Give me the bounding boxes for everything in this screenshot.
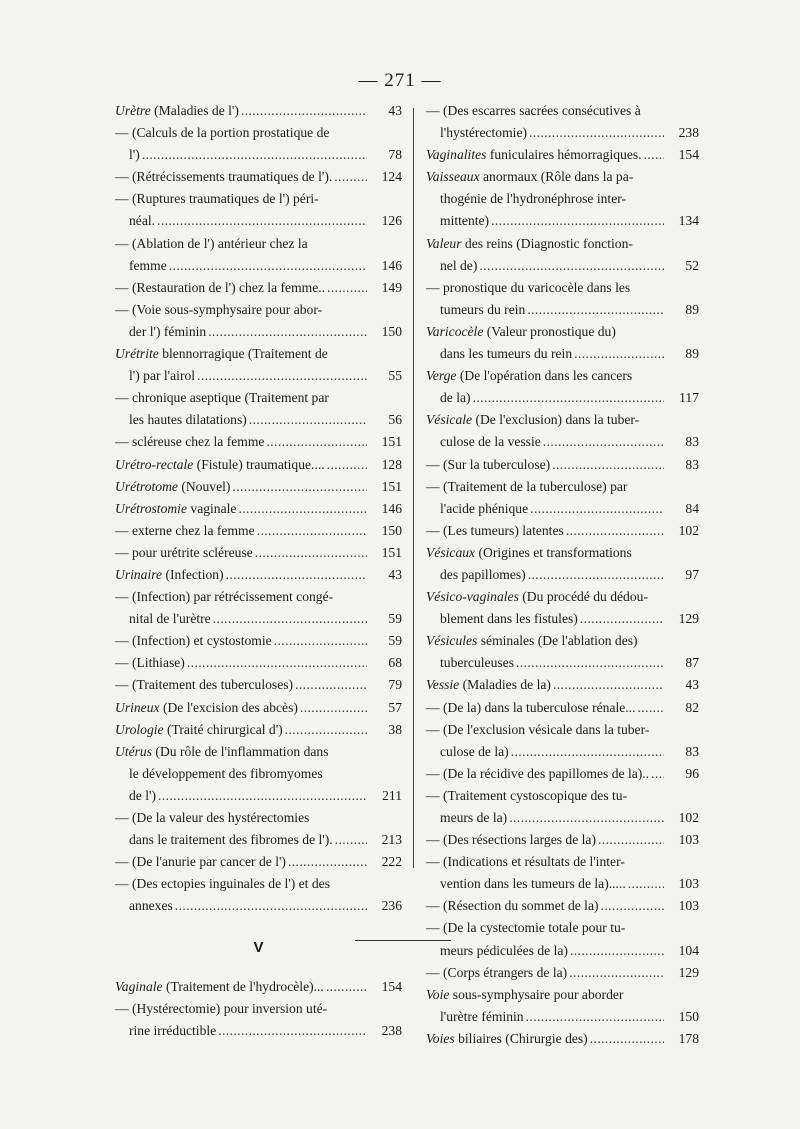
page-reference: 57 (388, 699, 402, 715)
index-headword: Varicocèle (426, 323, 484, 339)
index-entry-text: — (Des escarres sacrées consécutives à (426, 103, 641, 118)
page-reference: 104 (678, 942, 699, 958)
dot-leader (226, 564, 367, 586)
page-reference: 89 (685, 301, 699, 317)
index-entry (115, 586, 402, 630)
dot-leader (300, 697, 367, 719)
page-reference: 82 (685, 699, 699, 715)
page-reference: 150 (381, 522, 402, 538)
index-entry-text: — (Les tumeurs) latentes (426, 522, 564, 538)
dot-leader (574, 343, 664, 365)
index-entry-text: de l') (129, 787, 156, 803)
index-entry-text: — pour urétrite scléreuse (115, 544, 253, 560)
index-entry (426, 277, 699, 321)
dot-leader (552, 454, 664, 476)
index-entry (115, 697, 402, 719)
page-reference: 238 (678, 125, 699, 141)
index-entry (426, 321, 699, 365)
index-entry (426, 697, 699, 719)
index-headword: Voie (426, 986, 450, 1002)
dot-leader (326, 976, 367, 998)
index-entry (115, 719, 402, 741)
index-entry-text: nel de) (440, 257, 478, 273)
dot-leader (288, 851, 367, 873)
dot-leader (590, 1028, 664, 1050)
index-column-left (115, 100, 402, 1042)
index-entry (426, 829, 699, 851)
dot-leader (530, 498, 664, 520)
index-headword: Urètre (115, 103, 151, 118)
page-reference: 87 (685, 655, 699, 671)
index-entry-text: — (Rétrécissements traumatiques de l'). (115, 169, 333, 185)
index-entry-text: — (De la valeur des hystérectomies (115, 810, 310, 825)
index-headword: Urétro-rectale (115, 456, 194, 472)
page-reference: 83 (685, 743, 699, 759)
index-headword: Urologie (115, 721, 164, 737)
dot-leader (295, 674, 367, 696)
dot-leader (543, 431, 664, 453)
column-divider (413, 108, 414, 868)
index-entry-text: culose de la) (440, 743, 509, 759)
index-entry-text: mittente) (440, 213, 490, 229)
index-entry-text: — externe chez la femme (115, 522, 255, 538)
index-entry-text: meurs de la) (440, 810, 508, 825)
index-entry (115, 873, 402, 917)
page-reference: 211 (382, 787, 402, 803)
index-entry-text: — (Infection) et cystostomie (115, 633, 272, 649)
index-entry-text: blennorragique (Traitement de (158, 346, 328, 362)
index-entry-text: — (De l'exclusion vésicale dans la tuber- (426, 721, 650, 737)
index-entry (115, 343, 402, 387)
index-entry (115, 630, 402, 652)
page-reference: 38 (388, 721, 402, 737)
index-entry-text: les hautes dilatations) (129, 412, 247, 428)
index-entry (115, 454, 402, 476)
index-entry (115, 233, 402, 277)
index-entry (426, 233, 699, 277)
index-entry (115, 564, 402, 586)
index-entry-text: meurs pédiculées de la) (440, 942, 568, 958)
index-entry-text: vaginale (187, 500, 237, 516)
index-entry-text: tuberculeuses (440, 655, 514, 671)
index-entry (426, 1028, 699, 1050)
index-headword: Vésicaux (426, 544, 476, 560)
page-number: — 271 — (358, 70, 442, 91)
index-headword: Utérus (115, 743, 153, 759)
dot-leader (553, 674, 664, 696)
page-reference: 96 (685, 765, 699, 781)
index-entry-text: l') par l'airol (129, 368, 196, 384)
index-headword: Urétrostomie (115, 500, 187, 516)
index-entry-text: — (Indications et résultats de l'inter- (426, 854, 625, 870)
page-reference: 43 (685, 677, 699, 693)
page-reference: 124 (381, 169, 402, 185)
index-entry (115, 520, 402, 542)
index-column-right (426, 100, 699, 1050)
index-entry-text: anormaux (Rôle dans la pa- (479, 169, 634, 185)
page-reference: 222 (381, 854, 402, 870)
dot-leader (527, 299, 664, 321)
index-entry-text: der l') féminin (129, 323, 207, 339)
index-entry (115, 542, 402, 564)
page-reference: 83 (685, 456, 699, 472)
dot-leader (628, 873, 664, 895)
dot-leader (529, 122, 664, 144)
index-headword: Vésicale (426, 412, 473, 428)
bottom-rule (355, 940, 451, 941)
index-entry-text: — (Ablation de l') antérieur chez la (115, 235, 308, 251)
page-reference: 103 (678, 876, 699, 892)
page-reference: 103 (678, 832, 699, 848)
page-reference: 52 (685, 257, 699, 273)
page-reference: 150 (678, 1008, 699, 1024)
page-reference: 103 (678, 898, 699, 914)
dot-leader (327, 454, 367, 476)
dot-leader (274, 630, 367, 652)
index-entry-text: — (Traitement cystoscopique des tu- (426, 787, 628, 803)
dot-leader (197, 365, 367, 387)
dot-leader (509, 807, 664, 829)
page-reference: 102 (678, 810, 699, 825)
page-reference: 117 (679, 390, 699, 406)
index-headword: Voies (426, 1030, 455, 1046)
index-entry-text: culose de la vessie (440, 434, 541, 450)
page-reference: 151 (381, 478, 402, 494)
dot-leader (157, 210, 367, 232)
index-entry-text: femme (129, 257, 167, 273)
index-headword: Urineux (115, 699, 160, 715)
index-list-v-continued (426, 100, 699, 1050)
index-entry (115, 277, 402, 299)
index-entry-text: — (Traitement des tuberculoses) (115, 677, 294, 693)
index-entry-text: le développement des fibromyomes (129, 765, 323, 781)
dot-leader (257, 520, 367, 542)
dot-leader (479, 255, 664, 277)
index-entry-text: — scléreuse chez la femme (115, 434, 265, 450)
index-headword: Urinaire (115, 566, 163, 582)
index-entry (115, 299, 402, 343)
page-reference: 129 (678, 964, 699, 980)
dot-leader (516, 652, 664, 674)
index-entry (426, 542, 699, 586)
index-entry-text: biliaires (Chirurgie des) (454, 1030, 588, 1046)
index-entry-text: (De l'opération dans les cancers (456, 368, 633, 384)
index-entry-text: — (De l'anurie par cancer de l') (115, 854, 286, 870)
index-entry-text: — (De la récidive des papillomes de la).. (426, 765, 650, 781)
index-entry (115, 476, 402, 498)
index-entry-text: dans les tumeurs du rein (440, 346, 573, 362)
index-headword: Vessie (426, 677, 460, 693)
index-headword: Urétrotome (115, 478, 178, 494)
index-entry (115, 431, 402, 453)
index-entry-text: rine irréductible (129, 1022, 217, 1038)
dot-leader (511, 741, 664, 763)
page-reference: 89 (685, 346, 699, 362)
dot-leader (327, 277, 367, 299)
index-entry-text: — pronostique du varicocèle dans les (426, 279, 631, 295)
page-reference: 154 (678, 147, 699, 163)
index-entry-text: — (De la) dans la tuberculose rénale... (426, 699, 636, 715)
index-entry-text: nital de l'urètre (129, 611, 211, 627)
page-reference: 97 (685, 566, 699, 582)
page-reference: 146 (381, 257, 402, 273)
dot-leader (238, 498, 367, 520)
index-headword: Valeur (426, 235, 462, 251)
index-entry-text: tumeurs du rein (440, 301, 526, 317)
index-entry (115, 387, 402, 431)
index-entry-text: l'urètre féminin (440, 1008, 524, 1024)
dot-leader (473, 387, 664, 409)
index-entry (426, 144, 699, 166)
index-entry-text: néal. (129, 213, 156, 229)
index-entry-text: (Nouvel) (177, 478, 231, 494)
index-entry-text: séminales (De l'ablation des) (477, 633, 638, 649)
dot-leader (255, 542, 367, 564)
index-entry-text: (Valeur pronostique du) (483, 323, 616, 339)
dot-leader (601, 895, 664, 917)
index-entry-text: des papillomes) (440, 566, 526, 582)
page-reference: 213 (381, 832, 402, 848)
index-entry-text: (Du rôle de l'inflammation dans (152, 743, 329, 759)
index-entry-text: — (Hystérectomie) pour inversion uté- (115, 1000, 328, 1016)
index-entry (426, 719, 699, 763)
page-reference: 151 (381, 434, 402, 450)
index-headword: Vaisseaux (426, 169, 480, 185)
index-entry (426, 917, 699, 961)
index-entry (115, 188, 402, 232)
index-entry-text: — (De la cystectomie totale pour tu- (426, 920, 626, 936)
index-entry-text: — (Voie sous-symphysaire pour abor- (115, 301, 323, 317)
index-entry (426, 100, 699, 144)
page-reference: 236 (381, 898, 402, 914)
index-entry-text: sous-symphysaire pour aborder (449, 986, 624, 1002)
index-entry-text: des reins (Diagnostic fonction- (461, 235, 633, 251)
index-entry-text: l'acide phénique (440, 500, 529, 516)
index-entry-text: (Du procédé du dédou- (518, 589, 648, 605)
dot-leader (335, 829, 367, 851)
index-entry-text: — (Infection) par rétrécissement congé- (115, 589, 334, 605)
index-entry-text: — (Lithiase) (115, 655, 185, 671)
dot-leader (637, 697, 664, 719)
dot-leader (526, 1006, 664, 1028)
index-entry (426, 454, 699, 476)
page-reference: 78 (388, 147, 402, 163)
index-entry (115, 807, 402, 851)
index-entry (115, 498, 402, 520)
page-reference: 59 (388, 633, 402, 649)
dot-leader (598, 829, 664, 851)
page-reference: 178 (678, 1030, 699, 1046)
page-reference: 151 (381, 544, 402, 560)
index-entry-text: — chronique aseptique (Traitement par (115, 390, 329, 406)
dot-leader (491, 210, 664, 232)
dot-leader (142, 144, 367, 166)
index-entry-text: — (Des résections larges de la) (426, 832, 596, 848)
index-entry (426, 785, 699, 829)
page-reference: 55 (388, 368, 402, 384)
index-entry (115, 122, 402, 166)
dot-leader (566, 520, 664, 542)
index-entry-text: (Infection) (162, 566, 224, 582)
index-entry-text: — (Ruptures traumatiques de l') péri- (115, 191, 319, 207)
dot-leader (241, 100, 367, 122)
index-entry-text: — (Sur la tuberculose) (426, 456, 551, 472)
index-entry-text: (Traitement de l'hydrocèle)... (162, 978, 324, 994)
index-entry-text: vention dans les tumeurs de la)..... (440, 876, 626, 892)
dot-leader (285, 719, 367, 741)
dot-leader (158, 785, 367, 807)
page-reference: 126 (381, 213, 402, 229)
index-entry (426, 365, 699, 409)
index-list-u (115, 100, 402, 917)
page-reference: 150 (381, 323, 402, 339)
dot-leader (580, 608, 664, 630)
page-reference: 56 (388, 412, 402, 428)
index-entry (426, 763, 699, 785)
page-reference: 43 (388, 103, 402, 118)
index-entry (115, 674, 402, 696)
index-entry-text: funiculaires hémorragiques. (486, 147, 642, 163)
dot-leader (213, 608, 367, 630)
index-entry-text: annexes (129, 898, 173, 914)
index-entry-text: — (Des ectopies inguinales de l') et des (115, 876, 330, 892)
index-entry-text: l'hystérectomie) (440, 125, 527, 141)
index-headword: Urétrite (115, 346, 159, 362)
section-letter: V (253, 939, 264, 957)
index-list-v (115, 976, 402, 1042)
index-entry (115, 851, 402, 873)
index-entry-text: — (Résection du sommet de la) (426, 898, 599, 914)
index-entry (426, 166, 699, 232)
page-reference: 146 (381, 500, 402, 516)
index-entry-text: blement dans les fistules) (440, 611, 578, 627)
page-reference: 129 (678, 611, 699, 627)
index-entry (115, 998, 402, 1042)
index-headword: Verge (426, 368, 457, 384)
dot-leader (175, 895, 367, 917)
page-reference: 134 (678, 213, 699, 229)
page-reference: 102 (678, 522, 699, 538)
page-reference: 83 (685, 434, 699, 450)
index-entry-text: de la) (440, 390, 471, 406)
dot-leader (528, 564, 664, 586)
index-entry (426, 962, 699, 984)
page-reference: 128 (381, 456, 402, 472)
index-entry (426, 476, 699, 520)
index-entry (426, 630, 699, 674)
index-entry (426, 520, 699, 542)
index-entry-text: (Traité chirurgical d') (163, 721, 283, 737)
index-entry-text: (Maladies de l') (150, 103, 239, 118)
dot-leader (232, 476, 367, 498)
page-reference: 43 (388, 566, 402, 582)
page-reference: 59 (388, 611, 402, 627)
index-entry (115, 741, 402, 807)
index-headword: Vésico-vaginales (426, 589, 519, 605)
index-entry-text: (De l'excision des abcès) (159, 699, 298, 715)
index-headword: Vésicules (426, 633, 478, 649)
dot-leader (187, 652, 367, 674)
dot-leader (266, 431, 367, 453)
index-entry-text: (Maladies de la) (459, 677, 551, 693)
dot-leader (249, 409, 367, 431)
page-reference: 79 (388, 677, 402, 693)
index-entry-text: dans le traitement des fibromes de l'). (129, 832, 333, 848)
dot-leader (169, 255, 367, 277)
index-entry-text: (Fistule) traumatique.... (193, 456, 325, 472)
index-entry-text: (De l'exclusion) dans la tuber- (472, 412, 640, 428)
index-entry-text: l') (129, 147, 140, 163)
index-entry-text: — (Traitement de la tuberculose) par (426, 478, 628, 494)
index-entry (115, 652, 402, 674)
index-entry-text: thogénie de l'hydronéphrose inter- (440, 191, 627, 207)
index-entry (426, 895, 699, 917)
page-reference: 68 (388, 655, 402, 671)
dot-leader (569, 962, 664, 984)
index-entry (115, 100, 402, 122)
dot-leader (218, 1020, 367, 1042)
dot-leader (208, 321, 367, 343)
page-reference: 84 (685, 500, 699, 516)
index-headword: Vaginale (115, 978, 163, 994)
index-entry-text: — (Restauration de l') chez la femme.. (115, 279, 326, 295)
index-headword: Vaginalites (426, 147, 487, 163)
index-entry (115, 166, 402, 188)
dot-leader (644, 144, 664, 166)
index-entry-text: — (Corps étrangers de la) (426, 964, 568, 980)
index-entry-text: (Origines et transformations (475, 544, 632, 560)
index-entry (426, 586, 699, 630)
dot-leader (651, 763, 664, 785)
dot-leader (334, 166, 367, 188)
index-entry (426, 984, 699, 1028)
index-entry (426, 674, 699, 696)
index-entry (426, 851, 699, 895)
index-entry (115, 976, 402, 998)
page-reference: 154 (381, 978, 402, 994)
page-reference: 238 (381, 1022, 402, 1038)
dot-leader (570, 940, 664, 962)
index-entry (426, 409, 699, 453)
index-entry-text: — (Calculs de la portion prostatique de (115, 125, 330, 141)
page-reference: 149 (381, 279, 402, 295)
